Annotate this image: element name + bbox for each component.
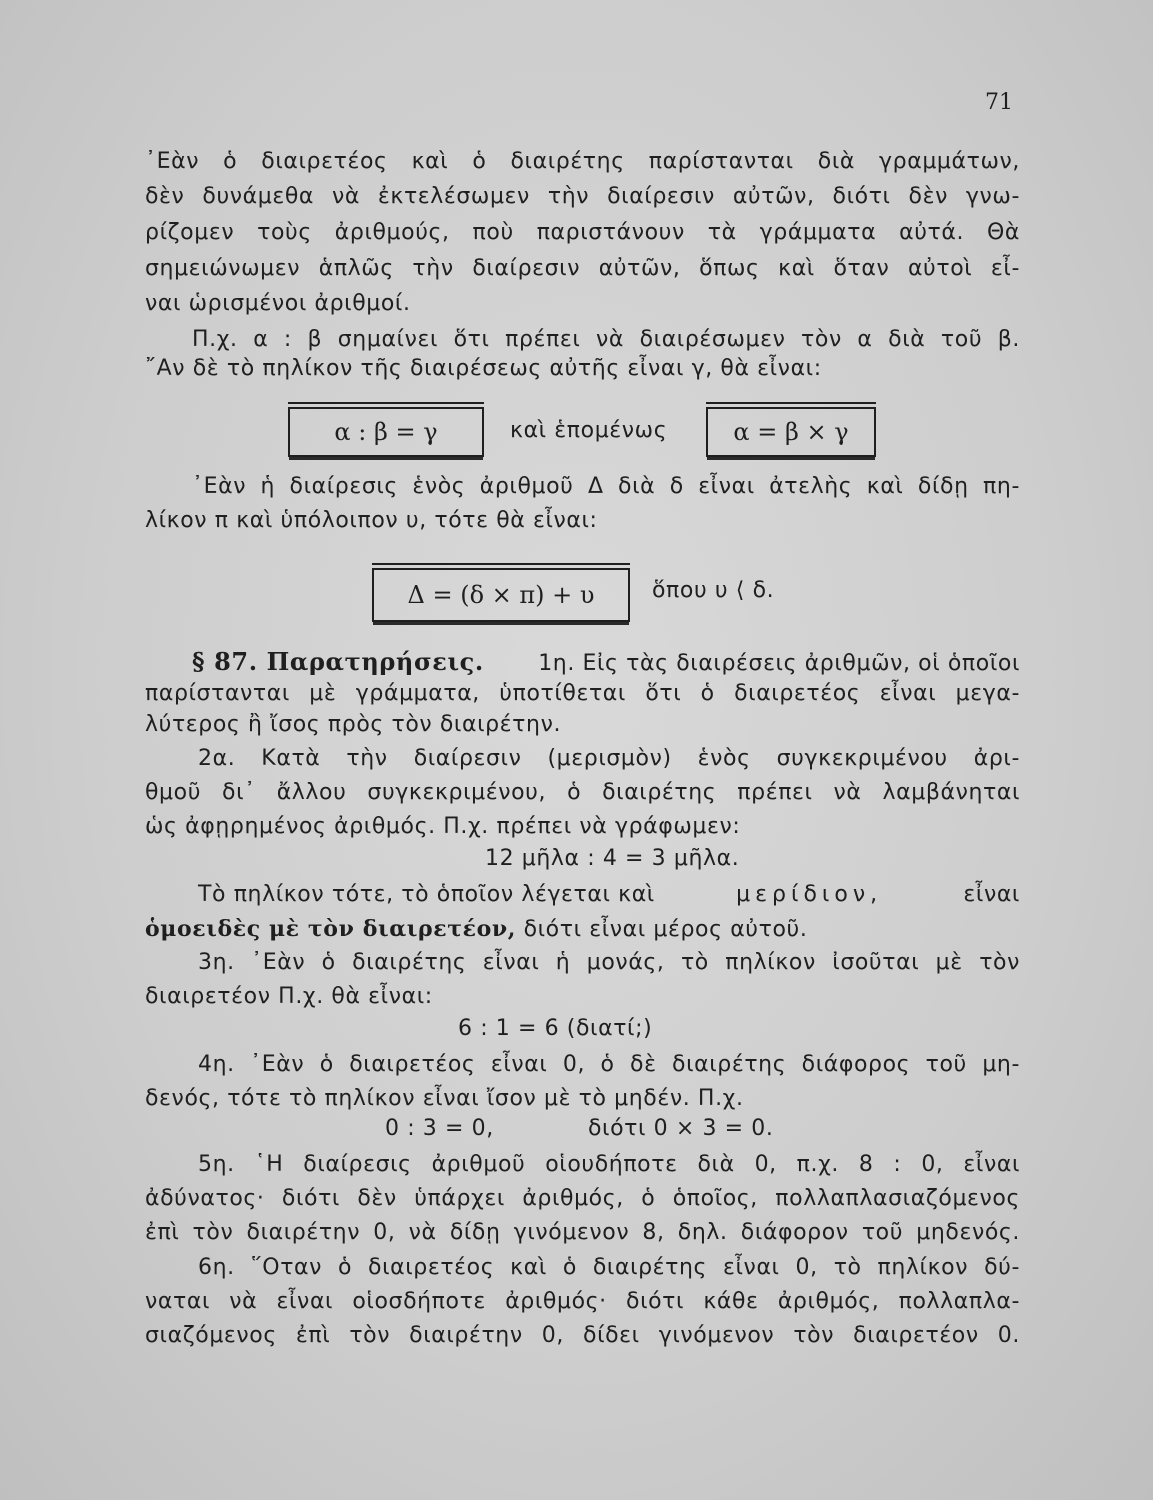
note-5-line-1: 5η. ῾Η διαίρεσις ἀριθμοῦ οἱουδήποτε διὰ 0, π.χ. 8 : 0, εἶναι xyxy=(198,1152,1020,1177)
note-2-line-5 xyxy=(145,914,807,945)
note-3-line-2: διαιρετέον Π.χ. θὰ εἶναι: xyxy=(145,984,433,1009)
note-2-cont-a: Τὸ πηλίκον τότε, τὸ ὁποῖον λέγεται καὶ xyxy=(198,882,655,907)
note-6-line-2: ναται νὰ εἶναι οἱοσδήποτε ἀριθμός· διότι κάθε ἀριθμός, πολλαπλα- xyxy=(145,1289,1020,1314)
section-title: § 87. Παρατηρήσεις. xyxy=(192,647,484,676)
note-1-line-1: παρίστανται μὲ γράμματα, ὑποτίθεται ὅτι ὁ διαιρετέος εἶναι μεγα- xyxy=(145,681,1020,706)
note-2-reason: διότι εἶναι μέρος αὐτοῦ. xyxy=(523,917,808,942)
section-heading-line xyxy=(192,647,1020,679)
note-2-emphasis: ὁμοειδὲς μὲ τὸν διαιρετέον, xyxy=(145,916,516,942)
paragraph-1-line-5: ναι ὡρισμένοι ἀριθμοί. xyxy=(145,291,411,316)
note-2-example: 12 μῆλα : 4 = 3 μῆλα. xyxy=(485,846,740,871)
note-3-line-1: 3η. ᾿Εὰν ὁ διαιρέτης εἶναι ἡ μονάς, τὸ πηλίκον ἰσοῦται μὲ τὸν xyxy=(198,950,1020,975)
formula-box-product: α = β × γ xyxy=(706,407,876,457)
paragraph-1-line-3: ρίζομεν τοὺς ἀριθμούς, ποὺ παριστάνουν τὰ γράμματα αὐτά. Θὰ xyxy=(145,220,1020,245)
note-2-line-3: ὡς ἀφῃρημένος ἀριθμός. Π.χ. πρέπει νὰ γράφωμεν: xyxy=(145,814,741,839)
paragraph-1-line-4: σημειώνωμεν ἁπλῶς τὴν διαίρεσιν αὐτῶν, ὅπως καὶ ὅταν αὐτοὶ εἶ- xyxy=(145,256,1020,281)
formula-box-quotient: α : β = γ xyxy=(288,407,484,457)
paragraph-3-line-1: ᾿Εὰν ἡ διαίρεσις ἑνὸς ἀριθμοῦ Δ διὰ δ εἶναι ἀτελὴς καὶ δίδῃ πη- xyxy=(192,474,1020,499)
paragraph-3-line-2: λίκον π καὶ ὑπόλοιπον υ, τότε θὰ εἶναι: xyxy=(145,508,598,533)
note-1-intro: 1η. Εἰς τὰς διαιρέσεις ἀριθμῶν, οἱ ὁποῖοι xyxy=(538,651,1020,676)
note-5-line-3: ἐπὶ τὸν διαιρέτην 0, νὰ δίδῃ γινόμενον 8, δηλ. διάφορον τοῦ μηδενός. xyxy=(145,1220,1020,1245)
note-4-example-b: διότι 0 × 3 = 0. xyxy=(588,1116,774,1141)
note-2-cont-b: εἶναι xyxy=(963,882,1020,907)
paragraph-2-line-1: Π.χ. α : β σημαίνει ὅτι πρέπει νὰ διαιρέσωμεν τὸν α διὰ τοῦ β. xyxy=(192,327,1020,352)
formula-condition: ὅπου υ ⟨ δ. xyxy=(652,578,775,603)
note-6-line-1: 6η. ῞Οταν ὁ διαιρετέος καὶ ὁ διαιρέτης εἶναι 0, τὸ πηλίκον δύ- xyxy=(198,1255,1020,1280)
note-4-example-a: 0 : 3 = 0, xyxy=(385,1116,494,1141)
paragraph-1-line-1: ᾿Εὰν ὁ διαιρετέος καὶ ὁ διαιρέτης παρίστανται διὰ γραμμάτων, xyxy=(145,149,1020,174)
note-5-line-2: ἀδύνατος· διότι δὲν ὑπάρχει ἀριθμός, ὁ ὁποῖος, πολλαπλασιαζόμενος xyxy=(145,1186,1020,1211)
page-number: 71 xyxy=(985,90,1013,115)
formula-connector: καὶ ἑπομένως xyxy=(510,418,668,443)
note-3-example: 6 : 1 = 6 (διατί;) xyxy=(458,1016,653,1041)
note-1-line-2: λύτερος ἢ ἴσος πρὸς τὸν διαιρέτην. xyxy=(145,712,562,737)
note-2-line-4 xyxy=(198,880,1020,910)
note-2-line-1: 2α. Κατὰ τὴν διαίρεσιν (μερισμὸν) ἑνὸς συγκεκριμένου ἀρι- xyxy=(198,746,1020,771)
paragraph-2-line-2: ῎Αν δὲ τὸ πηλίκον τῆς διαιρέσεως αὐτῆς εἶναι γ, θὰ εἶναι: xyxy=(145,356,822,381)
note-2-line-2: θμοῦ δι᾿ ἄλλου συγκεκριμένου, ὁ διαιρέτης πρέπει νὰ λαμβάνηται xyxy=(145,780,1020,805)
note-4-line-2: δενός, τότε τὸ πηλίκον εἶναι ἴσον μὲ τὸ μηδέν. Π.χ. xyxy=(145,1086,744,1111)
formula-box-remainder: Δ = (δ × π) + υ xyxy=(372,568,630,622)
note-2-term: μερίδιον, xyxy=(736,882,883,907)
note-6-line-3: σιαζόμενος ἐπὶ τὸν διαιρέτην 0, δίδει γινόμενον τὸν διαιρετέον 0. xyxy=(145,1323,1020,1348)
paragraph-1-line-2: δὲν δυνάμεθα νὰ ἐκτελέσωμεν τὴν διαίρεσιν αὐτῶν, διότι δὲν γνω- xyxy=(145,184,1020,209)
note-4-line-1: 4η. ᾿Εὰν ὁ διαιρετέος εἶναι 0, ὁ δὲ διαιρέτης διάφορος τοῦ μη- xyxy=(198,1052,1020,1077)
